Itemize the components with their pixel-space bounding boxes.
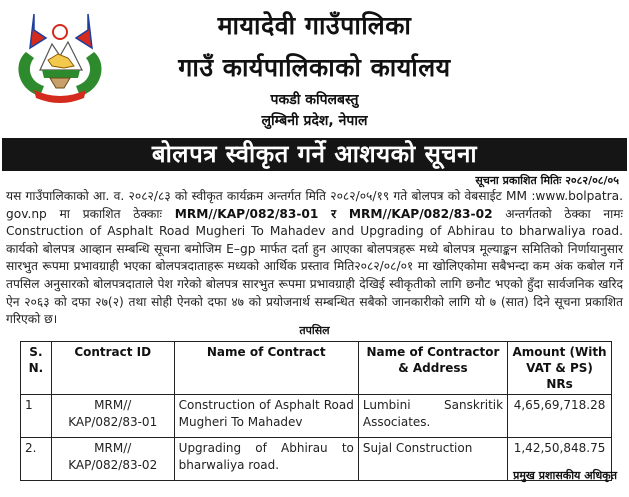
publish-date: सूचना प्रकाशित मितिः २०८२/०८/०५ <box>475 174 619 187</box>
cell-sn: 1 <box>21 395 52 438</box>
header-contract-id: Contract ID <box>51 342 174 395</box>
contract-ref-1: MRM//KAP/082/83-01 <box>174 206 319 221</box>
notice-title: बोलपत्र स्वीकृत गर्ने आशयको सूचना <box>2 138 627 171</box>
header-contractor: Name of Contractor & Address <box>358 342 507 395</box>
cell-contract-name: Construction of Asphalt Road Mugheri To Mahadev <box>174 395 358 438</box>
signoff: प्रमुख प्रशासकीय अधिकृत <box>513 469 617 482</box>
contract-ref-2: MRM//KAP/082/83-02 <box>348 206 493 221</box>
office-address: पकडी कपिलबस्तु <box>270 92 359 108</box>
header-amount: Amount (With VAT & PS) NRs <box>508 342 612 395</box>
office-name: गाउँ कार्यपालिकाको कार्यालय <box>178 53 451 82</box>
province-country: लुम्बिनी प्रदेश, नेपाल <box>261 113 368 129</box>
table-row <box>21 395 612 438</box>
cell-contractor: Lumbini Sanskritik Associates. <box>358 395 507 438</box>
notice-body <box>6 188 623 329</box>
header-contract-name: Name of Contract <box>174 342 358 395</box>
notice-body-part2: अन्तर्गतको ठेक्का नामः Construction of Asphalt Road Mugheri To Mahadev and Upgrading of Abhirau to bharwaliya road. कार्यको बोलपत्र आव्हान सम्बन्धि सूचना बमोजिम E–gp मार्फत दर्ता हुन आएका बोलपत्रहरू मध्ये बोलपत्र मूल्याङ्कन समितिको निर्णायानुसार सारभुत रूपमा प्रभावग्राही भएका बोलपत्रदाताहरू मध्यको आर्थिक प्रस्ताव मिति२०८२/०८/०१ मा खोलिएकोमा सबैभन्दा कम अंक कबोल गर्ने तपसिल अनुसारको बोलपत्रदाताले पेश गरेको बोलपत्र सारभुत रूपमा प्रभावग्राही देखिई स्वीकृतीको लागि छनौट भएको हुँदा सार्वजनिक खरिद ऐन २०६३ को दफा २७(२) तथा सोही ऐनको दफा ४७ को प्रयोजनार्थ सम्बन्धित सबैको जानकारीको लागि यो ७ (सात) दिने सूचना प्रकाशित गरिएको छ। <box>6 206 624 327</box>
cell-contract-name: Upgrading of Abhirau to bharwaliya road. <box>174 438 358 481</box>
cell-contract-id: MRM// KAP/082/83-01 <box>51 395 174 438</box>
contract-ref-conjunction: र <box>331 206 337 221</box>
table-caption: तपसिल <box>299 324 330 337</box>
municipality-name: मायादेवी गाउँपालिका <box>217 11 412 40</box>
cell-contract-id: MRM// KAP/082/83-02 <box>51 438 174 481</box>
table-header-row <box>21 342 612 395</box>
cell-amount: 4,65,69,718.28 <box>508 395 612 438</box>
header-sn: S. N. <box>21 342 52 395</box>
cell-sn: 2. <box>21 438 52 481</box>
cell-contractor: Sujal Construction <box>358 438 507 481</box>
notice-body-part1: यस गाउँपालिकाको आ. व. २०८२/८३ को स्वीकृत कार्यक्रम अन्तर्गत मिति २०८२/०५/१९ गते बोलपत्र को वेबसाईट MM :www.bolpatra. gov.np मा प्रकाशित ठेक्काः <box>6 189 623 221</box>
cell-amount: 1,42,50,848.75 <box>508 438 612 481</box>
contracts-table <box>20 341 612 481</box>
